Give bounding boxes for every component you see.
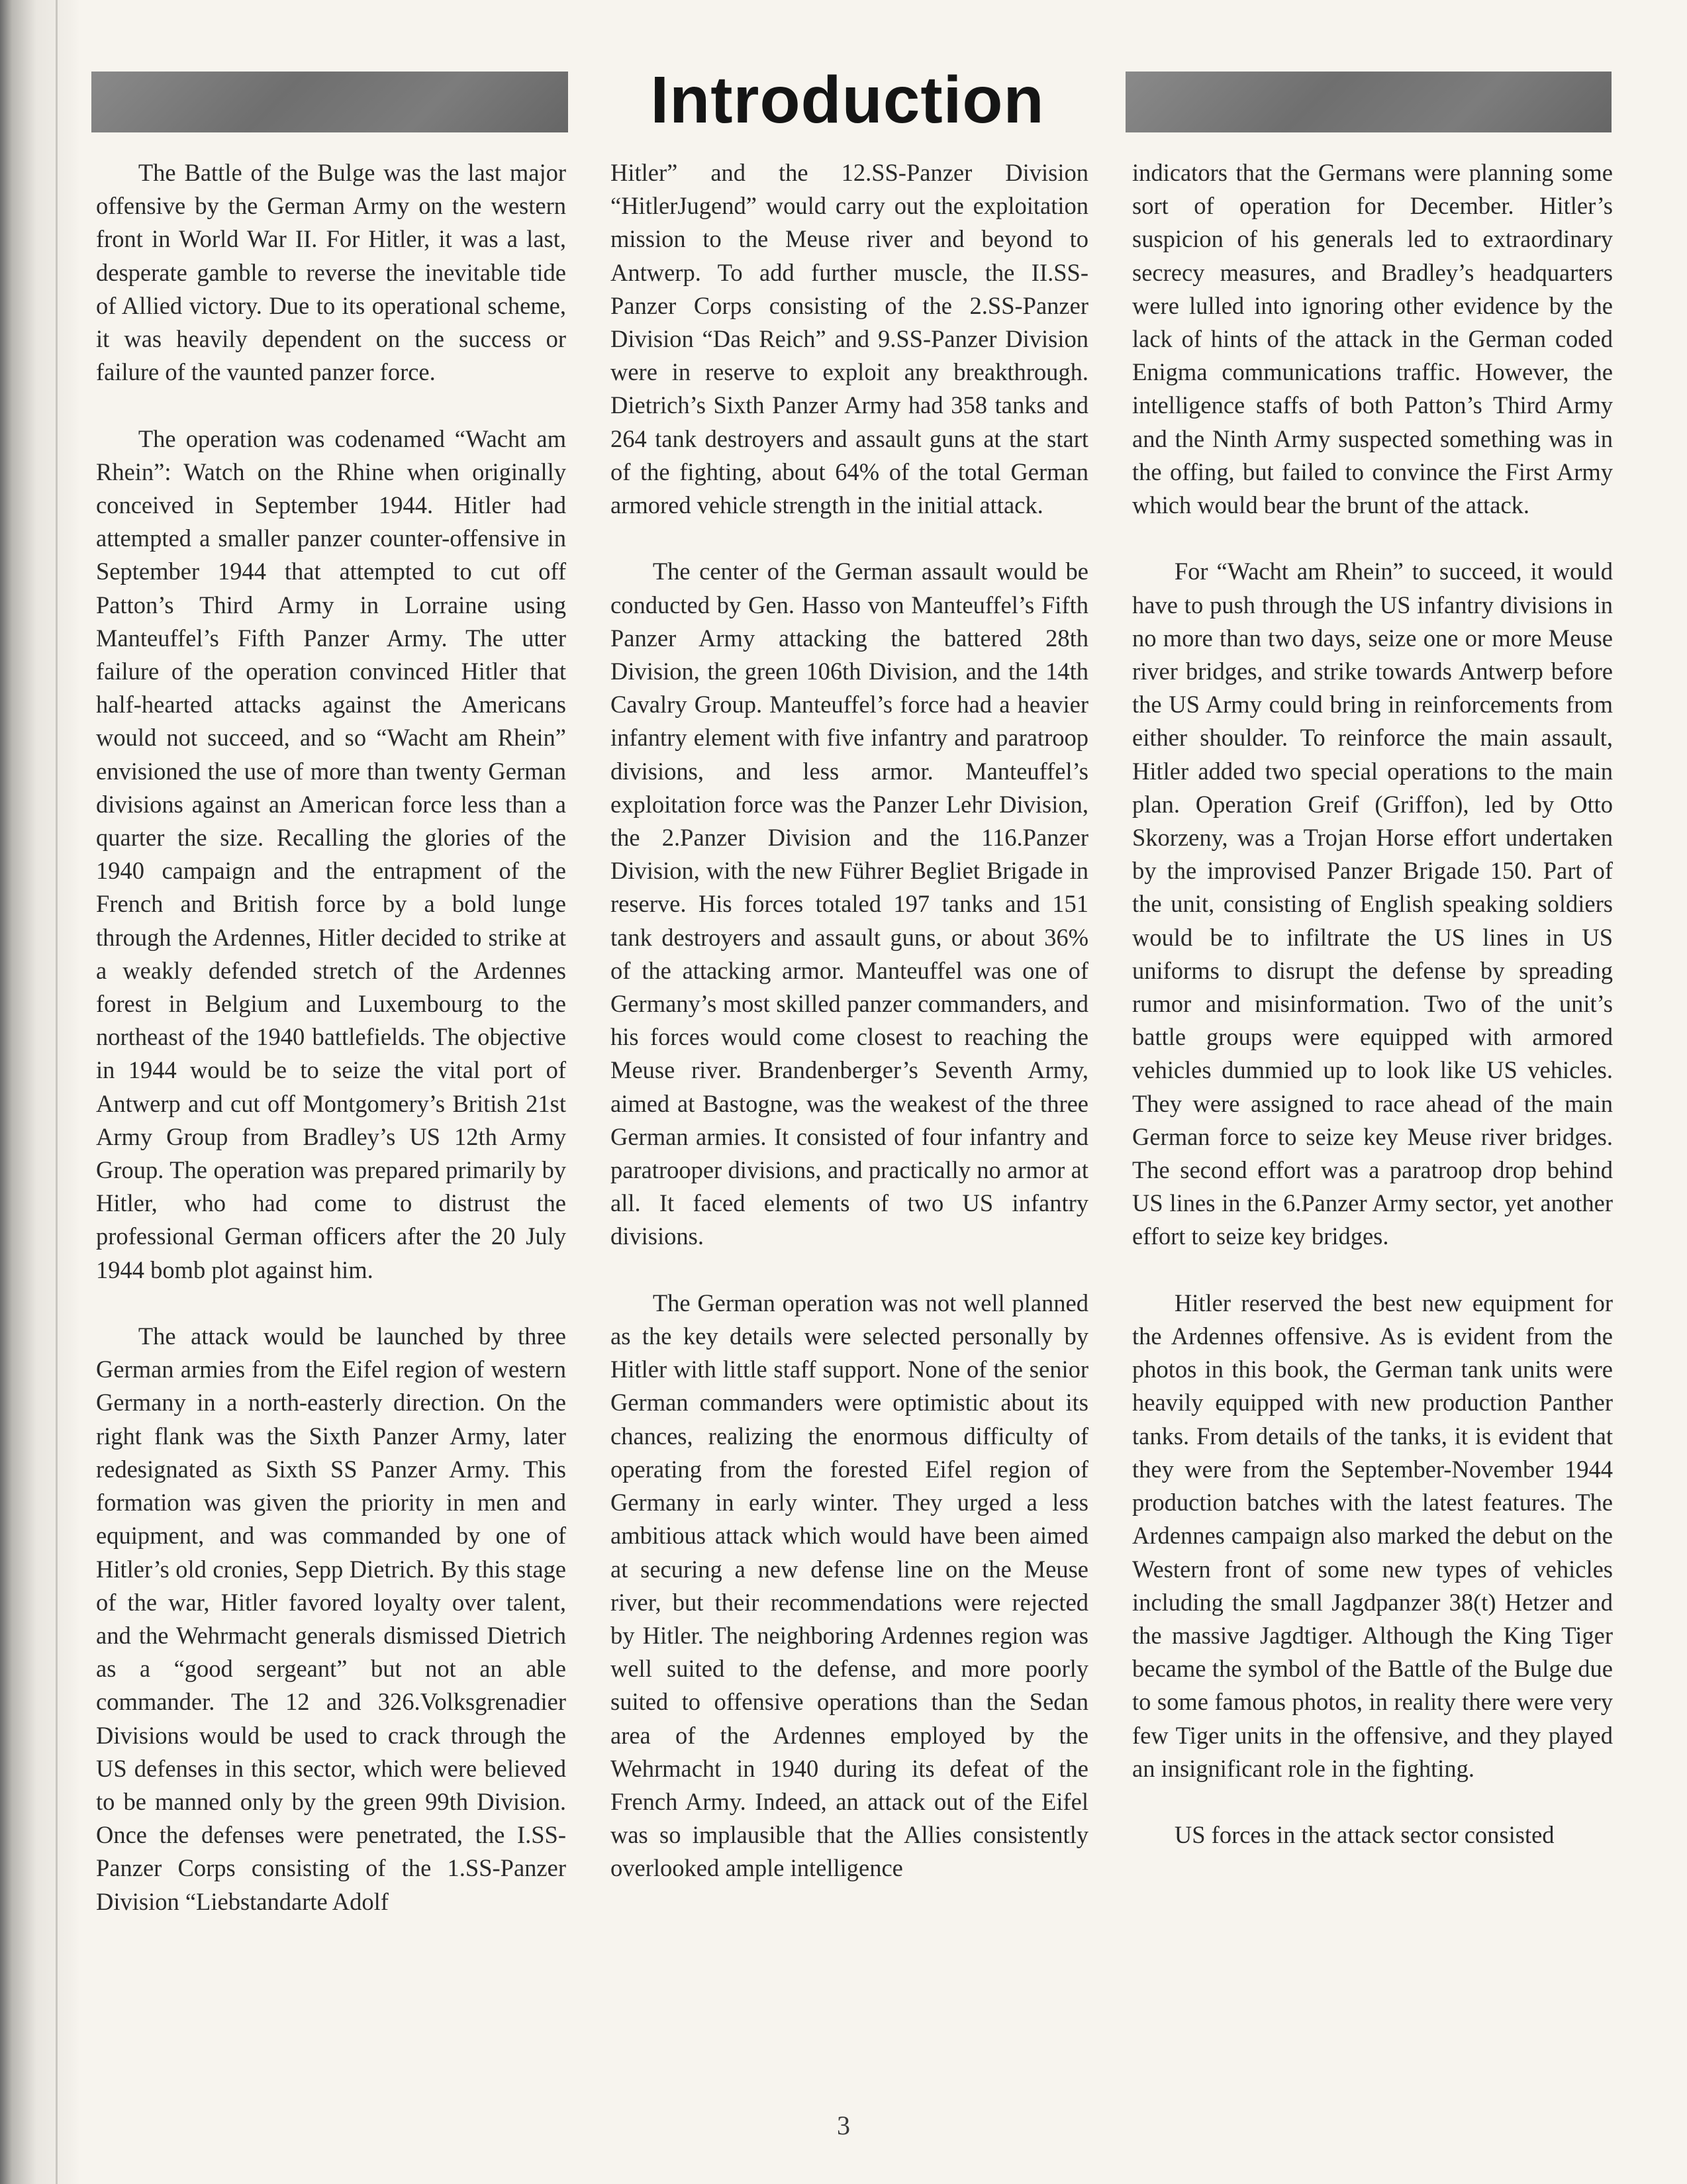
paragraph: indicators that the Germans were planning some sort of operation for December. Hitler’s suspicion of his generals led to extraordinary secrecy measures, and Bradley’s headquarters were lulled into ignoring other evidence by the lack of hints of the attack in the German coded Enigma communications traffic. However, the intelligence staffs of both Patton’s Third Army and the Ninth Army suspected something was in the offing, but failed to convince the First Army which would bear the brunt of the attack. (1132, 159, 1613, 519)
paragraph: US forces in the attack sector consisted (1174, 1821, 1555, 1849)
page-number: 3 (837, 2110, 850, 2140)
header-bar-left (91, 72, 568, 132)
text-column-middle (610, 156, 1088, 2110)
binding-fold-line (56, 0, 58, 2184)
paragraph: For “Wacht am Rhein” to succeed, it would have to push through the US infantry divisions in no more than two days, seize one or more Meuse river bridges, and strike towards Antwerp before the US Army could bring in reinforcements from either shoulder. To reinforce the main assault, Hitler added two special operations to the main plan. Operation Greif (Griffon), led by Otto Skorzeny, was a Trojan Horse effort undertaken by the improvised Panzer Brigade 150. Part of the unit, consisting of English speaking soldiers would be to infiltrate the US lines in US uniforms to disrupt the defense by spreading rumor and misinformation. Two of the unit’s battle groups were equipped with armored vehicles dummied up to look like US vehicles. They were assigned to race ahead of the main German force to seize key Meuse river bridges. The second effort was a paratroop drop behind US lines in the 6.Panzer Army sector, yet another effort to seize key bridges. (1132, 558, 1613, 1250)
paragraph: The Battle of the Bulge was the last major offensive by the German Army on the western front in World War II. For Hitler, it was a last, desperate gamble to reverse the inevitable tide of Allied victory. Due to its operational scheme, it was heavily dependent on the success or failure of the vaunted panzer force. (96, 159, 566, 386)
paragraph: The center of the German assault would be conducted by Gen. Hasso von Manteuffel’s Fifth Panzer Army attacking the battered 28th Division, the green 106th Division, and the 14th Cavalry Group. Manteuffel’s force had a heavier infantry element with five infantry and paratroop divisions, and less armor. Manteuffel’s exploitation force was the Panzer Lehr Division, the 2.Panzer Division and the 116.Panzer Division, with the new Führer Begliet Brigade in reserve. His forces totaled 197 tanks and 151 tank destroyers and assault guns, or about 36% of the attacking armor. Manteuffel was one of Germany’s most skilled panzer commanders, and his forces would come closest to reaching the Meuse river. Brandenberger’s Seventh Army, aimed at Bastogne, was the weakest of the three German armies. It consisted of four infantry and paratrooper divisions, and practically no armor at all. It faced elements of two US infantry divisions. (610, 558, 1088, 1250)
paragraph: The attack would be launched by three German armies from the Eifel region of western Germany in a north-easterly direction. On the right flank was the Sixth Panzer Army, later redesignated as Sixth SS Panzer Army. This formation was given the priority in men and equipment, and was commanded by one of Hitler’s old cronies, Sepp Dietrich. By this stage of the war, Hitler favored loyalty over talent, and the Wehrmacht generals dismissed Dietrich as a “good sergeant” but not an able commander. The 12 and 326.Volksgrenadier Divisions would be used to crack through the US defenses in this sector, which were believed to be manned only by the green 99th Division. Once the defenses were penetrated, the I.SS-Panzer Corps consisting of the 1.SS-Panzer Division “Liebstandarte Adolf (96, 1322, 566, 1915)
header-bar-right (1126, 72, 1612, 132)
text-column-left (96, 156, 566, 2110)
page-title: Introduction (650, 63, 1045, 137)
paragraph: Hitler” and the 12.SS-Panzer Division “HitlerJugend” would carry out the exploitation mission to the Meuse river and beyond to Antwerp. To add further muscle, the II.SS-Panzer Corps consisting of the 2.SS-Panzer Division “Das Reich” and 9.SS-Panzer Division were in reserve to exploit any breakthrough. Dietrich’s Sixth Panzer Army had 358 tanks and 264 tank destroyers and assault guns at the start of the fighting, about 64% of the total German armored vehicle strength in the initial attack. (610, 159, 1088, 519)
text-column-right (1132, 156, 1613, 2110)
paragraph: The German operation was not well planned as the key details were selected personally by Hitler with little staff support. None of the senior German commanders were optimistic about its chances, realizing the enormous difficulty of operating from the forested Eifel region of Germany in early winter. They urged a less ambitious attack which would have been aimed at securing a new defense line on the Meuse river, but their recommendations were rejected by Hitler. The neighboring Ardennes region was well suited to the defense, and more poorly suited to offensive operations than the Sedan area of the Ardennes employed by the Wehrmacht in 1940 during its defeat of the French Army. Indeed, an attack out of the Eifel was so implausible that the Allies consistently overlooked ample intelligence (610, 1289, 1088, 1882)
page-binding-shadow (0, 0, 79, 2184)
paragraph: Hitler reserved the best new equipment for the Ardennes offensive. As is evident from the photos in this book, the German tank units were heavily equipped with new production Panther tanks. From details of the tanks, it is evident that they were from the September-November 1944 production batches with the latest features. The Ardennes campaign also marked the debut on the Western front of some new types of vehicles including the small Jagdpanzer 38(t) Hetzer and the massive Jagdtiger. Although the King Tiger became the symbol of the Battle of the Bulge due to some famous photos, in reality there were very few Tiger units in the offensive, and they played an insignificant role in the fighting. (1132, 1289, 1613, 1782)
paragraph: The operation was codenamed “Wacht am Rhein”: Watch on the Rhine when originally conceived in September 1944. Hitler had attempted a smaller panzer counter-offensive in September 1944 that attempted to cut off Patton’s Third Army in Lorraine using Manteuffel’s Fifth Panzer Army. The utter failure of the operation convinced Hitler that half-hearted attacks against the Americans would not succeed, and so “Wacht am Rhein” envisioned the use of more than twenty German divisions against an American force less than a quarter the size. Recalling the glories of the 1940 campaign and the entrapment of the French and British force by a bold lunge through the Ardennes, Hitler decided to strike at a weakly defended stretch of the Ardennes forest in Belgium and Luxembourg to the northeast of the 1940 battlefields. The objective in 1944 would be to seize the vital port of Antwerp and cut off Montgomery’s British 21st Army Group from Bradley’s US 12th Army Group. The operation was prepared primarily by Hitler, who had come to distrust the professional German officers after the 20 July 1944 bomb plot against him. (96, 424, 566, 1283)
